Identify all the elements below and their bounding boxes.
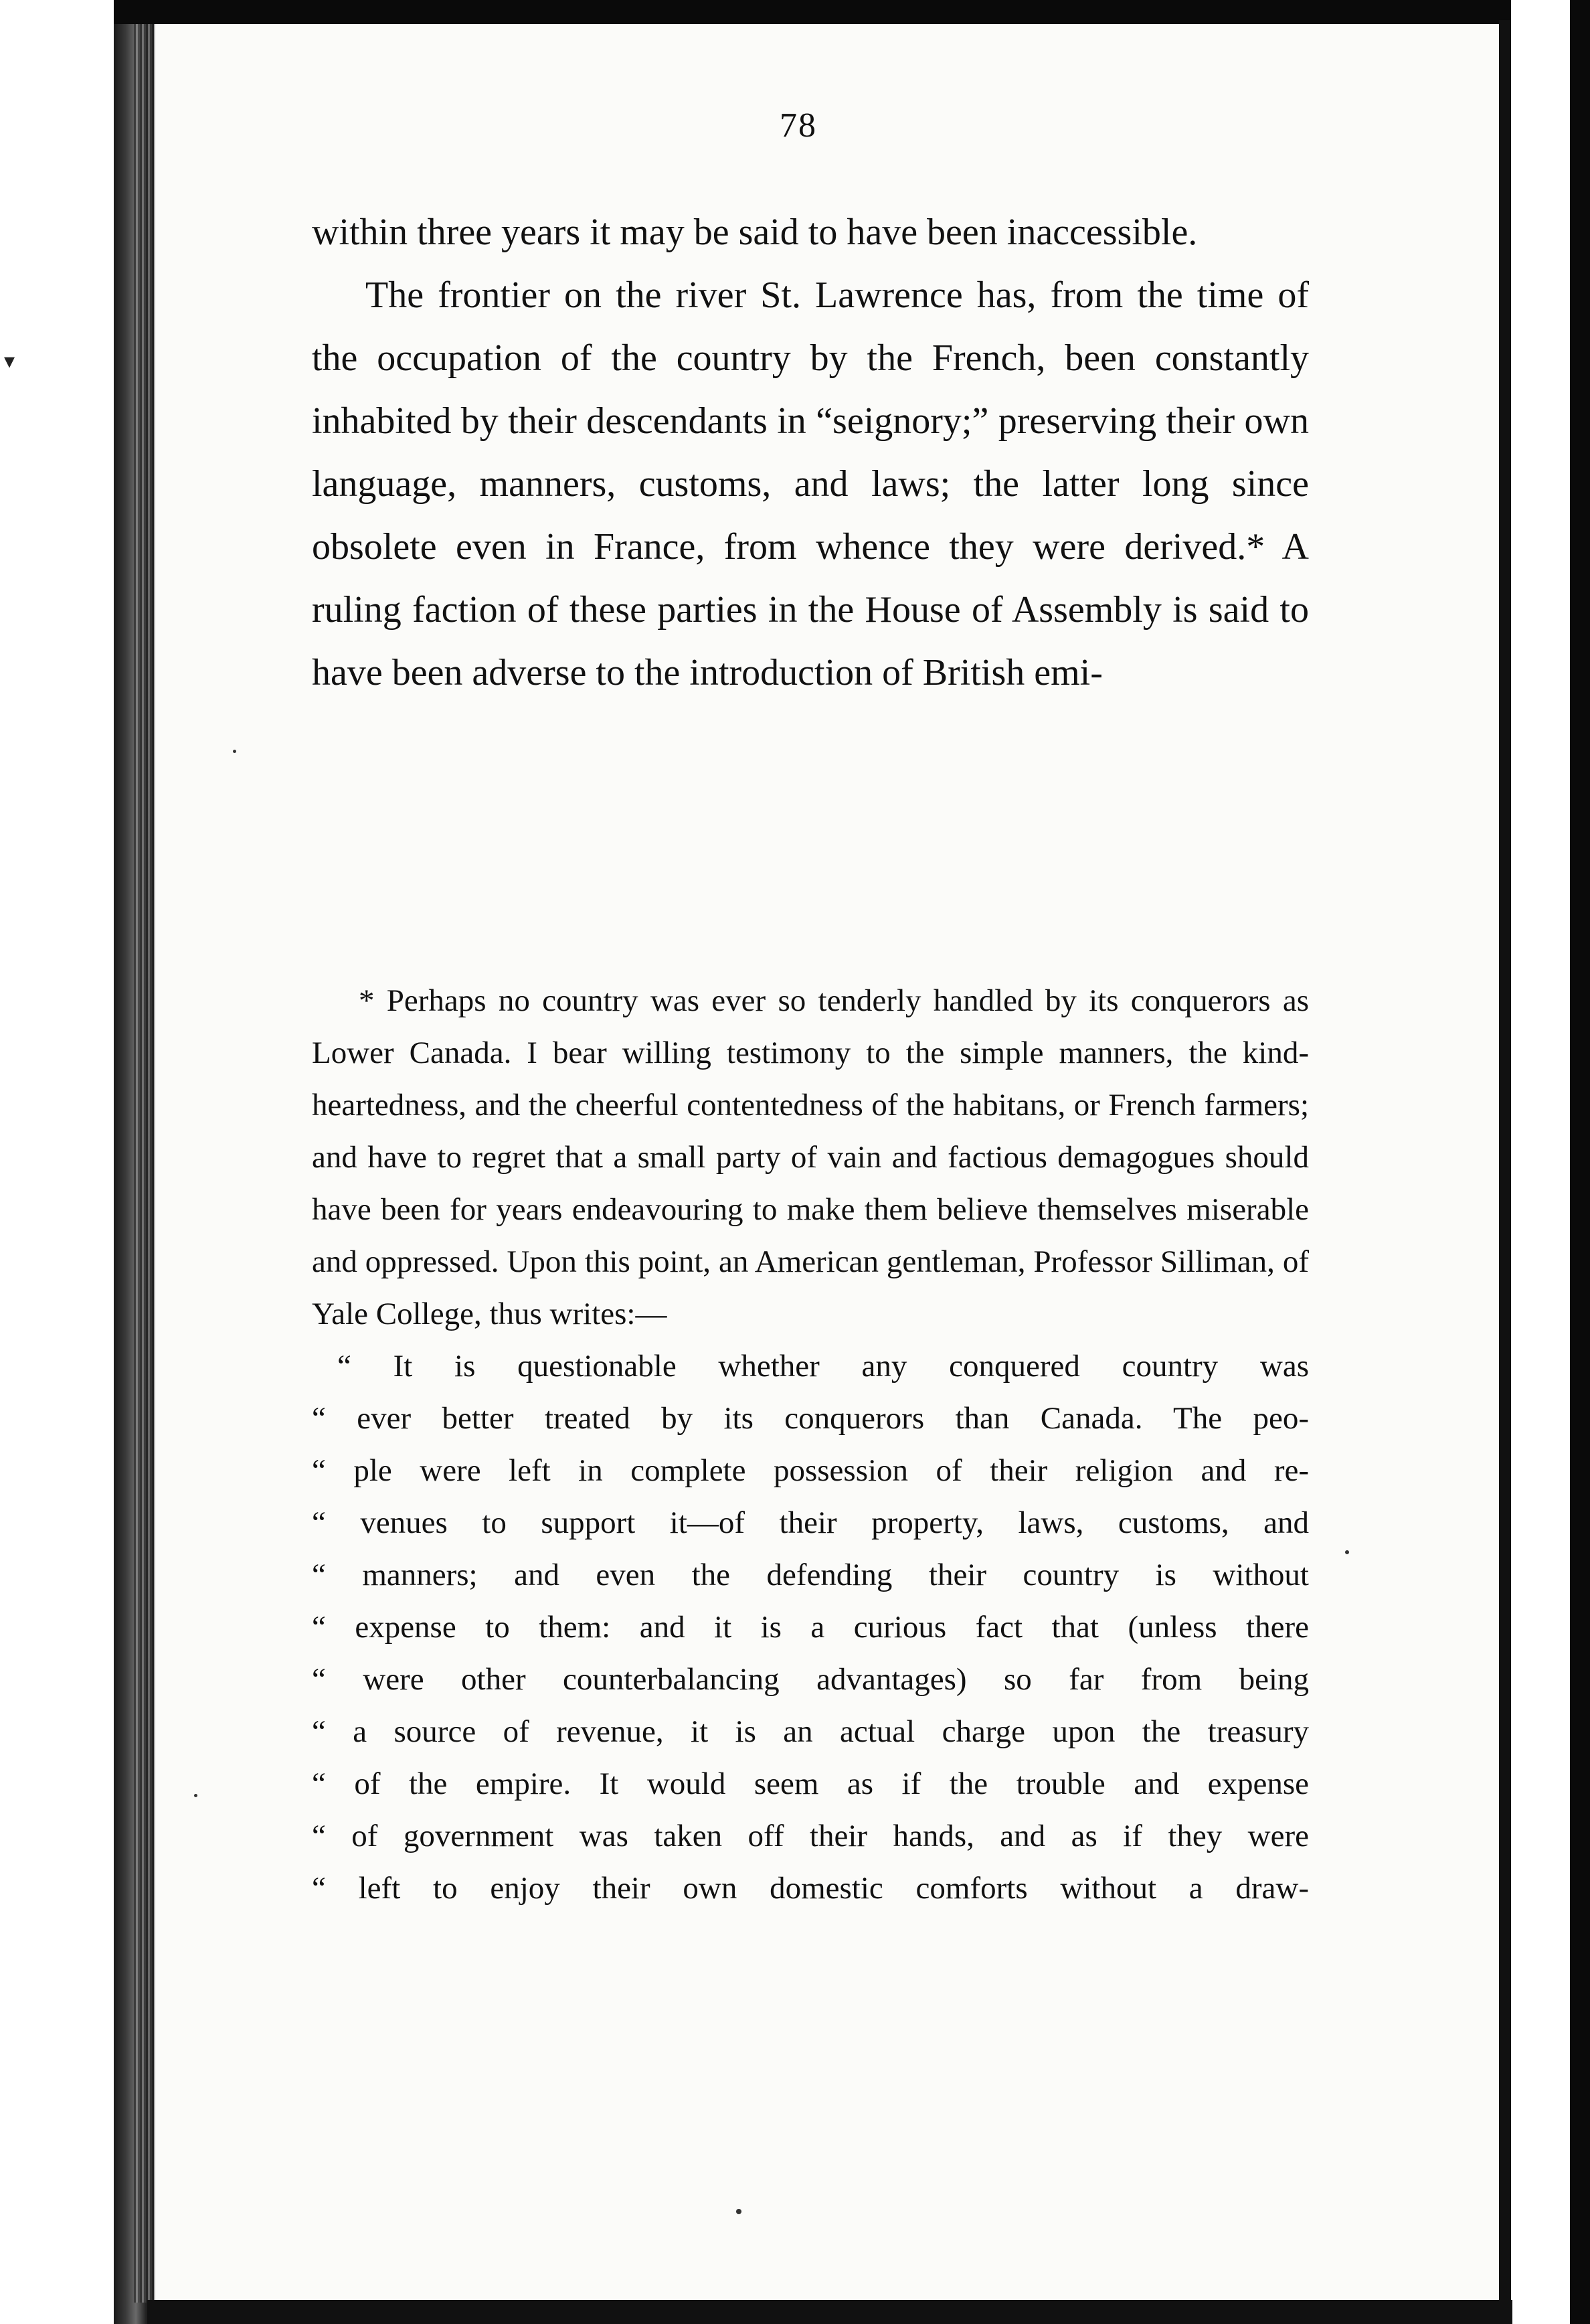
speck [233,750,236,753]
footnote-quote [312,1340,1309,1914]
body-paragraph-2: The frontier on the river St. Lawrence has, from the time of the occupation of the country by the French, been constantly inhabited by their descendants in “seignory;” preserving their own language, manners, customs, and laws; the latter long since obsolete even in France, from whence they were derived.* A ruling faction of these parties in the House of Assembly is said to have been adverse to the introduction of British emi- [312,274,1309,693]
quote-line: “ manners; and even the defending their country is without [312,1558,1309,1592]
quote-line: “ venues to support it—of their property, laws, customs, and [312,1505,1309,1540]
quote-line: “ were other counterbalancing advantages) so far from being [312,1662,1309,1697]
quote-line: “ of the empire. It would seem as if the trouble and expense [312,1766,1309,1801]
body-text [312,201,1309,704]
quote-line: “ ever better treated by its conquerors than Canada. The peo- [312,1401,1309,1436]
right-page-edge [1499,20,1511,2309]
speck [1345,1550,1349,1554]
quote-line: “ left to enjoy their own domestic comforts without a draw- [312,1871,1309,1906]
body-paragraph-1: within three years it may be said to have been inaccessible. [312,212,1198,253]
quote-line: “ expense to them: and it is a curious fact that (unless there [312,1610,1309,1645]
right-border [1570,0,1590,2324]
speck [736,2209,741,2214]
quote-line: “ It is questionable whether any conquered country was [337,1349,1309,1384]
quote-line: “ a source of revenue, it is an actual charge upon the treasury [312,1714,1309,1749]
footnote-intro: * Perhaps no country was ever so tenderly handled by its conquerors as Lower Canada. I bear willing testimony to the simple manners, the kind-heartedness, and the cheerful contentedness of the habitans, or French farmers; and have to regret that a small party of vain and factious demagogues should have been for years endeavouring to make them believe themselves miserable and oppressed. Upon this point, an American gentleman, Professor Silliman, of Yale College, thus writes:— [312,983,1309,1331]
page-number: 78 [780,106,817,145]
stray-mark: ▾ [4,348,15,374]
speck [194,1794,197,1797]
bottom-border [147,2300,1512,2324]
top-border [114,0,1590,24]
footnote [312,975,1309,1914]
quote-line: “ of government was taken off their hands, and as if they were [312,1819,1309,1853]
quote-line: “ ple were left in complete possession of their religion and re- [312,1453,1309,1488]
